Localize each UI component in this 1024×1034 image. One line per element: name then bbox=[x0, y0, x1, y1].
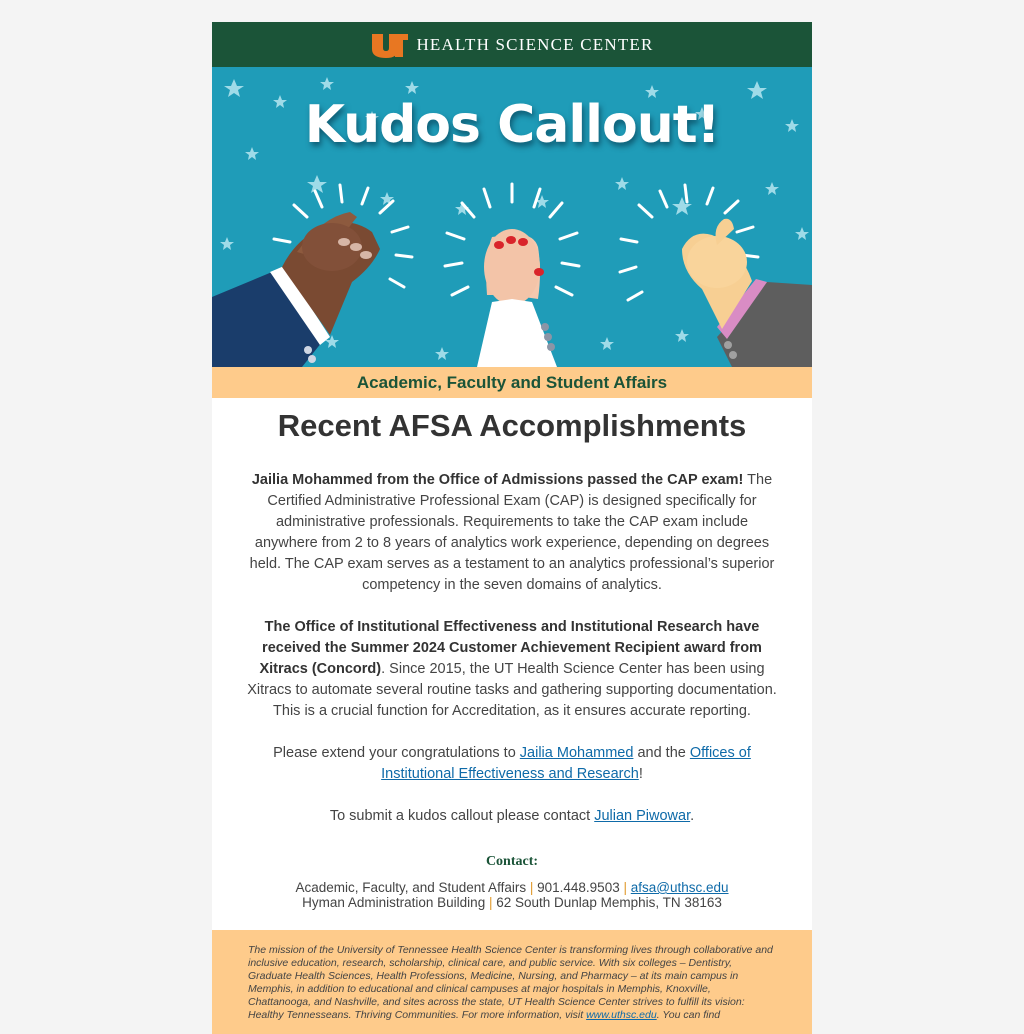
contact-separator: | bbox=[529, 880, 534, 895]
contact-block bbox=[246, 848, 778, 930]
mission-suffix: . You can find bbox=[656, 1009, 721, 1021]
brand-name: HEALTH SCIENCE CENTER bbox=[416, 34, 654, 54]
accomplishment-cap-text: The Certified Administrative Professional Exam (CAP) is designed specifically for administrative professionals. Requirements to take the CAP exam include anywhere from 2 to 8 years of analytics work experience, depending on degrees held. The CAP exam serves as a testament to an analytics professional’s superior competency in the seven domains of analytics. bbox=[249, 472, 775, 593]
offices-research-link[interactable]: Offices of Institutional Effectiveness and Research bbox=[381, 745, 751, 782]
contact-heading: Contact: bbox=[485, 854, 539, 869]
ut-logo-icon[interactable] bbox=[370, 32, 410, 58]
brand-header bbox=[212, 22, 812, 67]
accomplishment-cap-title: Jailia Mohammed from the Office of Admissions passed the CAP exam! bbox=[251, 472, 744, 488]
jailia-mohammed-link[interactable]: Jailia Mohammed bbox=[519, 745, 634, 761]
department-bar bbox=[212, 367, 812, 398]
department-label: Academic, Faculty and Student Affairs bbox=[356, 372, 668, 392]
accomplishment-award-text: . Since 2015, the UT Health Science Center has been using Xitracs to automate several routine tasks and gathering supporting documentation. This is a crucial function for Accreditation, as it ensures accurate reporting. bbox=[247, 661, 777, 719]
right-hands bbox=[682, 219, 812, 367]
congrats-prefix: Please extend your congratulations to bbox=[273, 745, 520, 761]
contact-org: Academic, Faculty, and Student Affairs bbox=[295, 880, 527, 895]
submit-prefix: To submit a kudos callout please contact bbox=[329, 808, 595, 824]
contact-line-2 bbox=[246, 895, 778, 910]
submit-suffix: . bbox=[690, 808, 695, 824]
contact-building: Hyman Administration Building bbox=[302, 895, 486, 910]
submit-kudos-paragraph bbox=[246, 806, 778, 827]
congrats-middle: and the bbox=[633, 745, 690, 761]
uthsc-website-link[interactable]: www.uthsc.edu bbox=[586, 1009, 657, 1021]
julian-piwowar-link[interactable]: Julian Piwowar bbox=[594, 808, 691, 824]
accomplishment-cap-exam bbox=[246, 470, 778, 596]
mission-footer bbox=[212, 930, 812, 1034]
contact-email-link[interactable]: afsa@uthsc.edu bbox=[630, 880, 729, 895]
accomplishment-award-title: The Office of Institutional Effectiveness and Institutional Research have received the Summer 2024 Customer Achievement Recipient award from Xitracs (Concord) bbox=[259, 619, 762, 677]
kudos-banner bbox=[212, 67, 812, 367]
contact-line-1 bbox=[246, 880, 778, 895]
accomplishment-award bbox=[246, 617, 778, 722]
congrats-suffix: ! bbox=[638, 766, 643, 782]
contact-separator: | bbox=[623, 880, 627, 895]
contact-separator: | bbox=[488, 895, 493, 910]
middle-hands bbox=[477, 229, 557, 367]
contact-address: 62 South Dunlap Memphis, TN 38163 bbox=[496, 895, 722, 910]
email-content bbox=[212, 398, 812, 930]
congratulations-paragraph bbox=[246, 743, 778, 785]
hero-title: Kudos Callout! bbox=[304, 95, 720, 155]
mission-text: The mission of the University of Tennessee Health Science Center is transforming lives through collaborative and inclusive education, research, scholarship, clinical care, and public service. With six colleges – Dentistry, Graduate Health Sciences, Health Professions, Medicine, Nursing, and Pharmacy – at its main campus in Memphis, in addition to educational and clinical campuses at major hospitals in Memphis, Knoxville, Chattanooga, and Nashville, and sites across the state, UT Health Science Center strives to fulfill its vision: Healthy Tennesseans. Thriving Communities. For more information, visit bbox=[248, 944, 773, 1021]
page-title: Recent AFSA Accomplishments bbox=[277, 408, 747, 443]
left-hands bbox=[212, 212, 380, 367]
contact-phone: 901.448.9503 bbox=[537, 880, 620, 895]
email-container bbox=[212, 22, 812, 1034]
